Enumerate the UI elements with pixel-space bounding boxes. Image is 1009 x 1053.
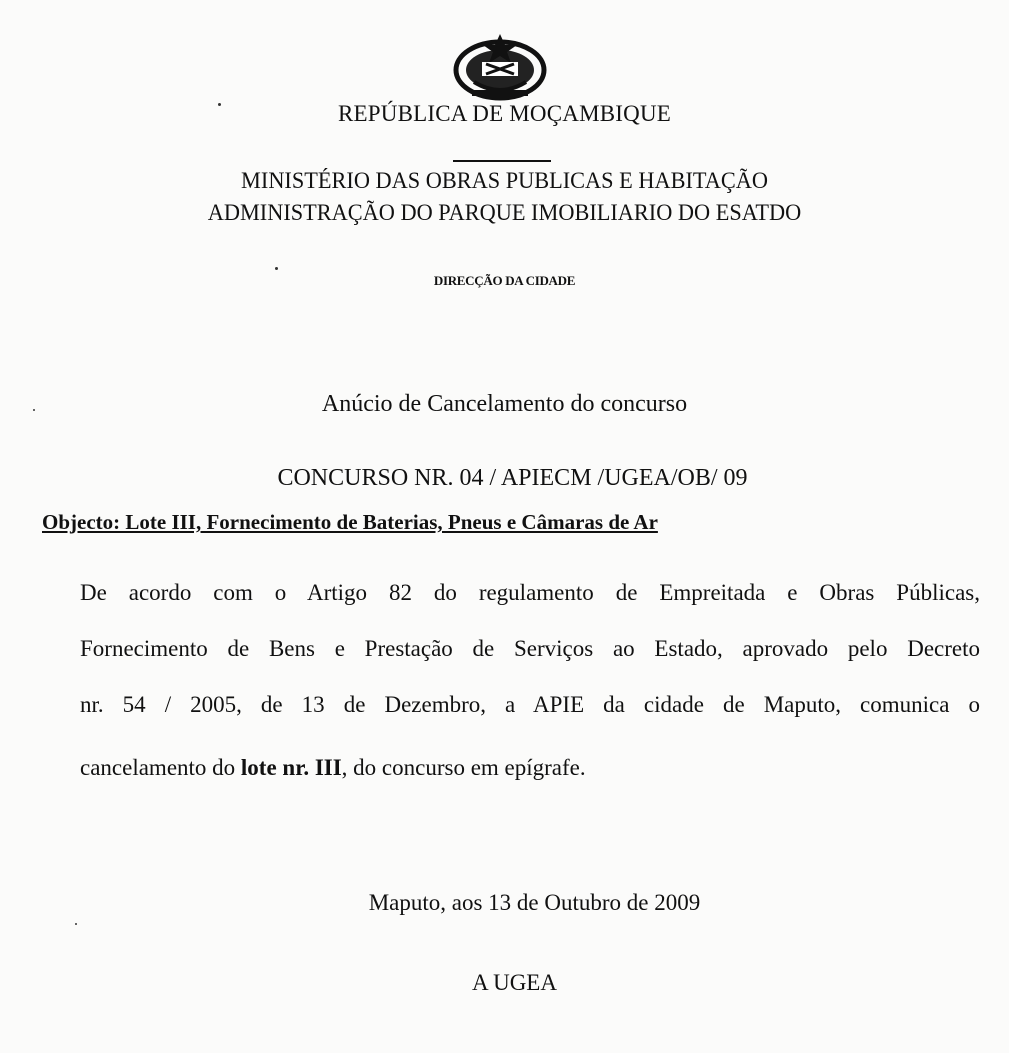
country-heading: REPÚBLICA DE MOÇAMBIQUE [337,101,671,126]
administration-heading: ADMINISTRAÇÃO DO PARQUE IMOBILIARIO DO ESATDO [207,200,802,225]
scan-speck [75,923,77,925]
body-line-4-start: cancelamento do [80,755,241,780]
body-line-2: Fornecimento de Bens e Prestação de Serviços ao Estado, aprovado pelo Decreto [80,636,980,661]
place-date: Maputo, aos 13 de Outubro de 2009 [368,890,701,915]
body-line-4 [80,755,980,781]
heading-divider [453,160,551,162]
ministry-heading: MINISTÉRIO DAS OBRAS PUBLICAS E HABITAÇÃO [241,168,768,193]
contest-object: Objecto: Lote III, Fornecimento de Baterias, Pneus e Câmaras de Ar [42,510,658,534]
signatory: A UGEA [472,970,557,995]
body-lot-reference: lote nr. III [240,755,342,780]
body-line-1: De acordo com o Artigo 82 do regulamento de Empreitada e Obras Públicas, [80,580,980,605]
coat-of-arms-icon [452,30,548,102]
body-line-4-end: , do concurso em epígrafe. [341,755,586,780]
body-line-3: nr. 54 / 2005, de 13 de Dezembro, a APIE da cidade de Maputo, comunica o [80,692,980,717]
scan-speck [218,103,221,106]
contest-number: CONCURSO NR. 04 / APIECM /UGEA/OB/ 09 [277,465,748,491]
direction-heading: DIRECÇÃO DA CIDADE [433,273,576,288]
scan-speck [33,409,35,411]
notice-title: Anúcio de Cancelamento do concurso [321,391,688,417]
scan-speck [275,267,278,270]
